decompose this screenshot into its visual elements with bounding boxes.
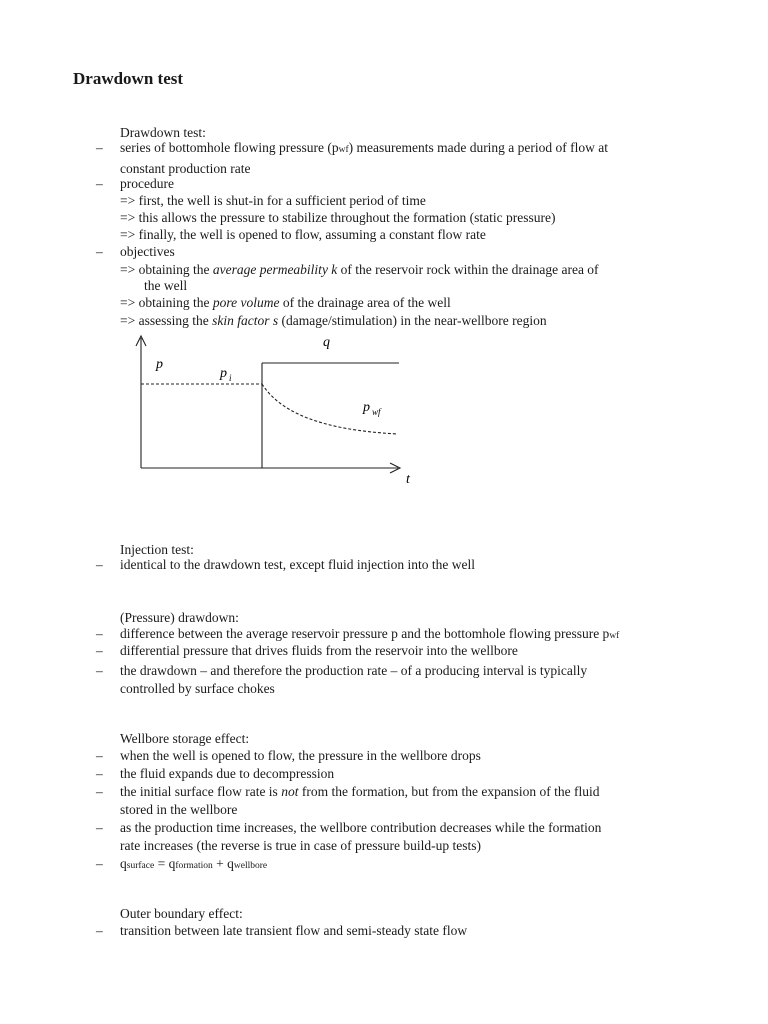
bullet-text: difference between the average reservoir pressure p and the bottomhole flowing pressure p <box>120 626 610 641</box>
bullet-dash: – <box>96 176 103 191</box>
objective-2: => obtaining the pore volume of the drainage area of the well <box>120 295 451 310</box>
bullet-dash: – <box>96 626 103 641</box>
pwf-subscript: wf <box>609 631 620 641</box>
p-label: p <box>156 357 163 372</box>
procedure-step-3: => finally, the well is opened to flow, assuming a constant flow rate <box>120 227 486 242</box>
bullet-text: objectives <box>120 244 175 259</box>
bullet-text: the drawdown – and therefore the production rate – of a producing interval is typically <box>120 663 588 678</box>
objective-1-continued: the well <box>144 278 188 293</box>
bullet-dash: – <box>96 140 103 155</box>
pwf-subscript-label: wf <box>372 407 381 417</box>
bullet-text: the fluid expands due to decompression <box>120 766 335 781</box>
pi-label: p <box>220 366 227 381</box>
page-title: Drawdown test <box>73 69 184 88</box>
bullet-text: series of bottomhole flowing pressure (p <box>120 140 339 155</box>
drawdown-heading: Drawdown test: <box>120 125 206 140</box>
pwf-subscript: wf <box>338 145 349 155</box>
bullet-text: differential pressure that drives fluids from the reservoir into the wellbore <box>120 643 518 658</box>
pi-subscript: i <box>229 373 232 383</box>
bullet-text: constant production rate <box>120 160 251 176</box>
q-label: q <box>323 335 330 350</box>
wellbore-bullet-4: – as the production time increases, the wellbore contribution decreases while the formation rate increases (the reverse is true in case of pressure build-up tests) <box>96 820 602 853</box>
objective-term: pore volume <box>212 295 280 310</box>
bullet-dash: – <box>96 748 103 763</box>
bullet-text: when the well is opened to flow, the pressure in the wellbore drops <box>120 748 481 763</box>
bullet-dash: – <box>96 643 103 658</box>
bullet-dash: – <box>96 766 103 781</box>
bullet-text: identical to the drawdown test, except fluid injection into the well <box>120 557 476 572</box>
pwf-label: p <box>363 400 370 415</box>
objective-3: => assessing the skin factor s (damage/stimulation) in the near-wellbore region <box>120 313 547 328</box>
injection-heading: Injection test: <box>120 542 194 557</box>
drawdown-diagram <box>0 330 768 490</box>
procedure-step-2: => this allows the pressure to stabilize throughout the formation (static pressure) <box>120 210 556 225</box>
wellbore-bullet-3: – the initial surface flow rate is not from the formation, but from the expansion of the fluid stored in the wellbore <box>96 784 600 817</box>
objective-term: skin factor s <box>212 313 279 328</box>
outer-boundary-heading: Outer boundary effect: <box>120 906 243 921</box>
procedure-step-1: => first, the well is shut-in for a sufficient period of time <box>120 193 426 208</box>
flow-rate-equation: qsurface = qformation + qwellbore <box>120 856 268 871</box>
emphasis-not: not <box>281 784 299 799</box>
bullet-dash: – <box>96 244 103 259</box>
pressure-drawdown-bullet-3 <box>96 662 706 698</box>
bullet-text: controlled by surface chokes <box>120 680 275 696</box>
bullet-dash: – <box>96 663 103 678</box>
bullet-dash: – <box>96 923 103 938</box>
pressure-drawdown-heading: (Pressure) drawdown: <box>120 610 239 625</box>
objective-1: => obtaining the average permeability k of the reservoir rock within the drainage area of <box>120 262 599 277</box>
bullet-dash: – <box>96 820 103 835</box>
bullet-text: transition between late transient flow and semi-steady state flow <box>120 923 468 938</box>
bullet-dash: – <box>96 856 103 871</box>
bullet-dash: – <box>96 784 103 799</box>
objective-term: average permeability k <box>212 262 338 277</box>
bullet-dash: – <box>96 557 103 572</box>
wellbore-heading: Wellbore storage effect: <box>120 731 250 746</box>
bullet-text: procedure <box>120 176 174 191</box>
drawdown-bullet-1 <box>96 139 706 175</box>
t-label: t <box>406 472 410 487</box>
bullet-text: ) measurements made during a period of flow at <box>348 140 609 155</box>
